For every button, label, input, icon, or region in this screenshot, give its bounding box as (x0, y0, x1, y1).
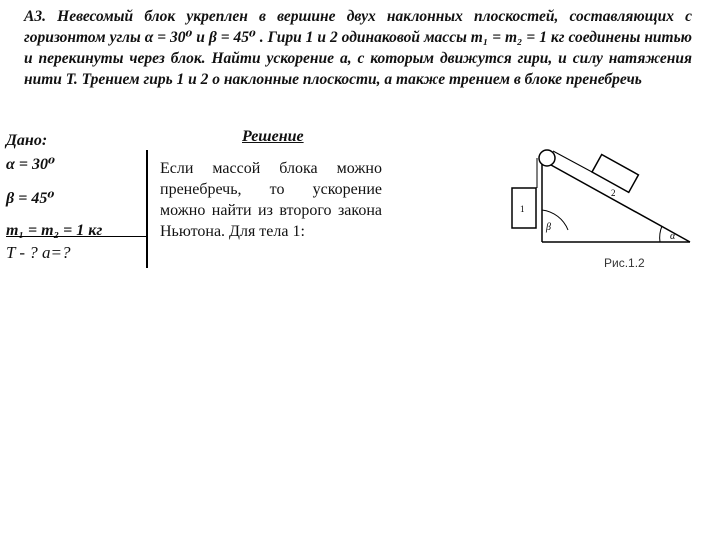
given-block (6, 130, 142, 264)
label-2: 2 (611, 188, 616, 198)
label-alpha: α (670, 231, 676, 242)
problem-statement (24, 6, 692, 90)
given-title: Дано: (6, 132, 48, 149)
given-divider-vertical (146, 150, 148, 268)
inclined-planes-figure (500, 140, 700, 280)
weight-2 (592, 155, 638, 193)
label-1: 1 (520, 204, 525, 214)
solution-title: Решение (242, 128, 304, 145)
problem-number: А3. (24, 8, 46, 25)
given-find: T - ? a=? (6, 243, 71, 262)
given-beta: β = 45⁰ (6, 190, 55, 207)
solution-text: Если массой блока можно пренебречь, то ускорение можно найти из второго закона Ньютона. Для тела 1: (160, 160, 382, 240)
figure-caption: Рис.1.2 (604, 256, 645, 270)
given-alpha: α = 30⁰ (6, 156, 55, 173)
given-divider-horizontal (6, 236, 146, 237)
given-masses: m₁ = m₂ = 1 кг (6, 222, 103, 239)
pulley-icon (539, 150, 555, 166)
alpha-arc (660, 226, 662, 242)
problem-text: Невесомый блок укреплен в вершине двух наклонных плоскостей, составляющих с горизонтом углы α = 30⁰ и β = 45⁰ . Гири 1 и 2 одинаковой массы m₁ = m₂ = 1 кг соединены нитью и перекинуты через блок. Найти ускорение a, с которым движутся гири, и силу натяжения нити T. Трением гирь 1 и 2 о наклонные плоскости, а также трением в блоке пренебречь (24, 8, 693, 88)
label-beta: β (546, 222, 551, 233)
figure-svg (500, 140, 700, 280)
